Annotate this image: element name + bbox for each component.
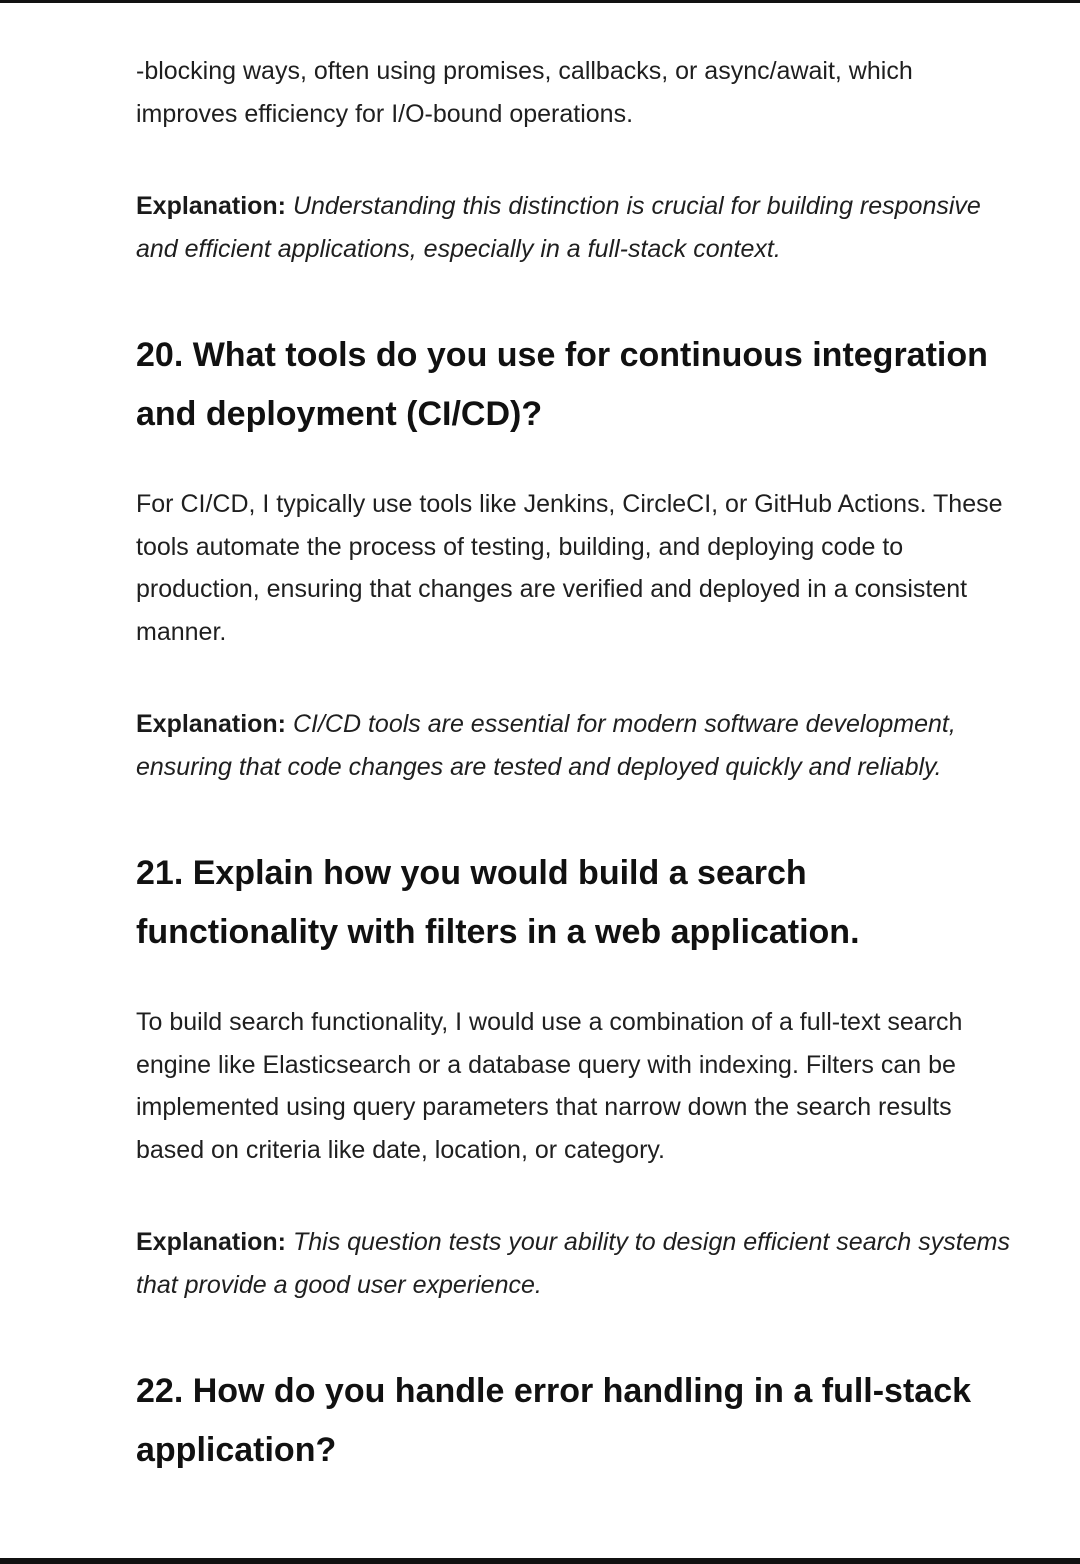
question-21-explanation (136, 1221, 1016, 1306)
question-21-answer: To build search functionality, I would use a combination of a full-text search engine like Elasticsearch or a database query with indexing. Filters can be implemented using query parameters that narrow down the search results based on criteria like date, location, or category. (136, 1008, 963, 1164)
explanation-label: Explanation: (136, 192, 287, 220)
intro-paragraph: -blocking ways, often using promises, callbacks, or async/await, which improves efficiency for I/O-bound operations. (136, 57, 913, 128)
bottom-border (0, 1558, 1080, 1564)
top-border (0, 0, 1080, 3)
explanation-label: Explanation: (136, 1228, 287, 1256)
question-21-heading: 21. Explain how you would build a search functionality with filters in a web application. (136, 854, 860, 951)
explanation-label: Explanation: (136, 710, 287, 738)
document-page (136, 50, 1016, 1479)
explanation-text: This question tests your ability to design efficient search systems that provide a good user experience. (136, 1228, 1010, 1299)
question-22-heading: 22. How do you handle error handling in a full-stack application? (136, 1372, 972, 1469)
question-20-heading: 20. What tools do you use for continuous integration and deployment (CI/CD)? (136, 336, 988, 433)
intro-explanation (136, 185, 1016, 270)
question-20-answer: For CI/CD, I typically use tools like Jenkins, CircleCI, or GitHub Actions. These tools automate the process of testing, building, and deploying code to production, ensuring that changes are verified and deployed in a consistent manner. (136, 490, 1003, 646)
explanation-text: CI/CD tools are essential for modern software development, ensuring that code changes are tested and deployed quickly and reliably. (136, 710, 956, 781)
explanation-text: Understanding this distinction is crucial for building responsive and efficient applications, especially in a full-stack context. (136, 192, 981, 263)
question-20-explanation (136, 703, 1016, 788)
